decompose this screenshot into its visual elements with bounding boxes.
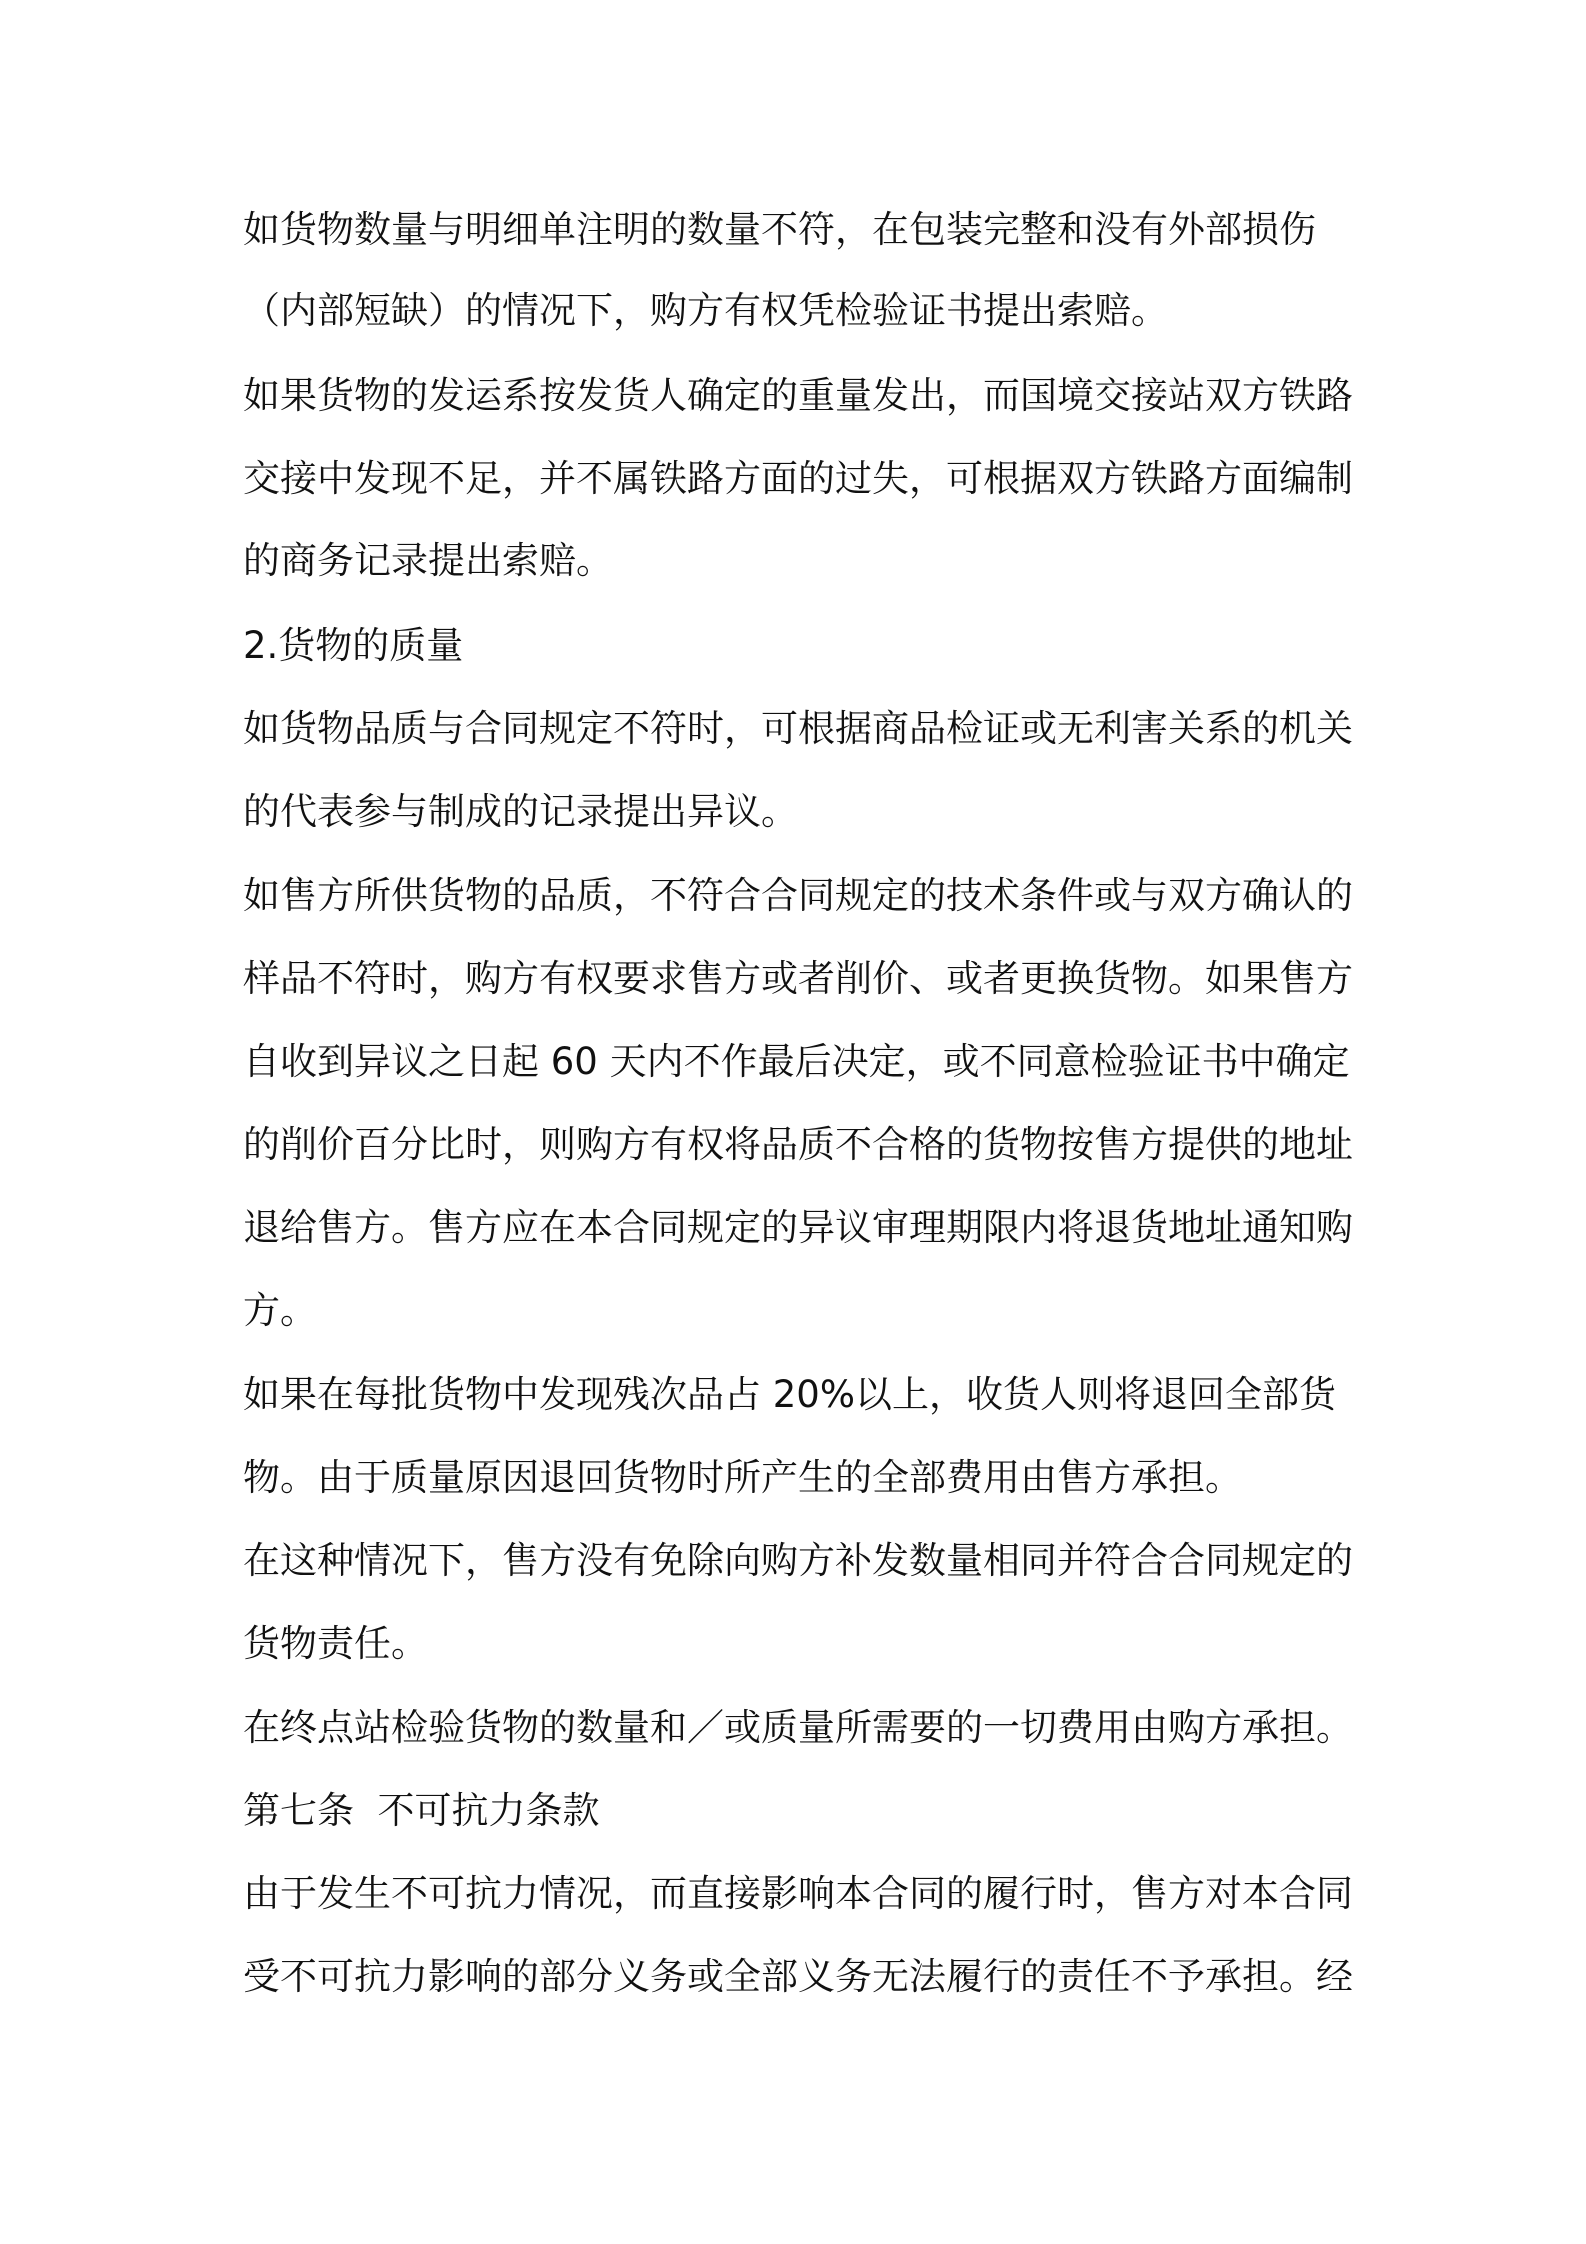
text-line: 样品不符时，购方有权要求售方或者削价、或者更换货物。如果售方 [243, 957, 1353, 1000]
text-line: 交接中发现不足，并不属铁路方面的过失，可根据双方铁路方面编制 [243, 457, 1353, 500]
text-line: 在终点站检验货物的数量和／或质量所需要的一切费用由购方承担。 [243, 1706, 1353, 1749]
section-heading: 2.货物的质量 [243, 624, 464, 667]
text-line: 退给售方。售方应在本合同规定的异议审理期限内将退货地址通知购 [243, 1206, 1353, 1249]
text-line: 货物责任。 [243, 1622, 428, 1665]
text-line: 受不可抗力影响的部分义务或全部义务无法履行的责任不予承担。经 [243, 1955, 1353, 1998]
text-line: 方。 [243, 1289, 317, 1332]
text-line: 物。由于质量原因退回货物时所产生的全部费用由售方承担。 [243, 1456, 1242, 1499]
text-line: 由于发生不可抗力情况，而直接影响本合同的履行时，售方对本合同 [243, 1872, 1353, 1915]
text-line: 如果货物的发运系按发货人确定的重量发出，而国境交接站双方铁路 [243, 374, 1353, 417]
text-line: 自收到异议之日起 60 天内不作最后决定，或不同意检验证书中确定 [243, 1040, 1350, 1083]
text-line: 的削价百分比时，则购方有权将品质不合格的货物按售方提供的地址 [243, 1123, 1353, 1166]
text-line: 的商务记录提出索赔。 [243, 539, 613, 582]
article-heading: 第七条 不可抗力条款 [243, 1789, 600, 1832]
text-line: 如果在每批货物中发现残次品占 20%以上，收货人则将退回全部货 [243, 1373, 1336, 1416]
text-line: （内部短缺）的情况下，购方有权凭检验证书提出索赔。 [243, 289, 1168, 332]
text-line: 在这种情况下，售方没有免除向购方补发数量相同并符合合同规定的 [243, 1539, 1353, 1582]
text-line: 如售方所供货物的品质，不符合合同规定的技术条件或与双方确认的 [243, 874, 1353, 917]
text-line: 如货物数量与明细单注明的数量不符，在包装完整和没有外部损伤 [243, 208, 1316, 251]
text-line: 的代表参与制成的记录提出异议。 [243, 790, 798, 833]
text-line: 如货物品质与合同规定不符时，可根据商品检证或无利害关系的机关 [243, 707, 1353, 750]
